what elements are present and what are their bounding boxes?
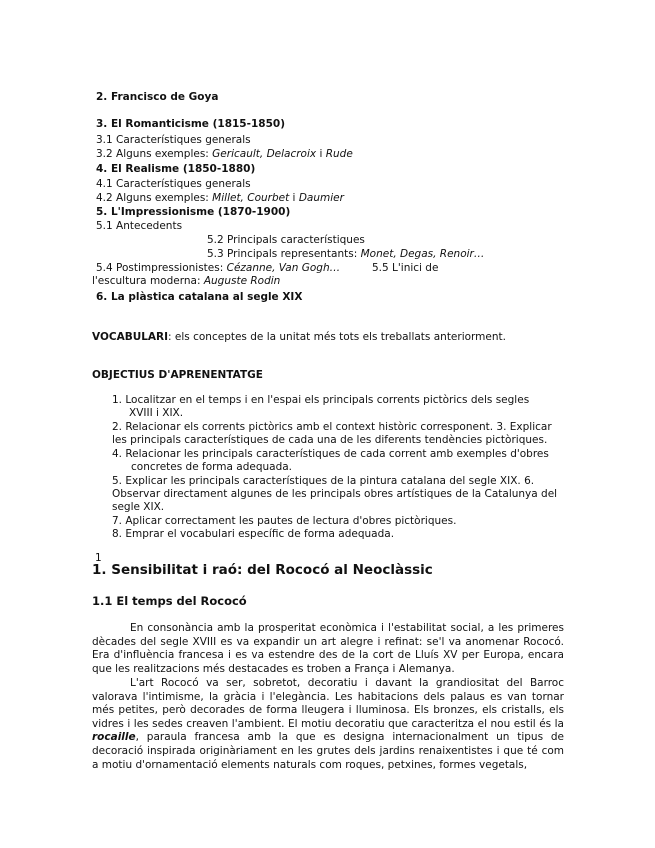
- section-title: 1. Sensibilitat i raó: del Rococó al Neoclàssic: [92, 562, 433, 578]
- toc-impressionism-5: 5.5 L'inici de: [372, 262, 439, 274]
- objective-4-line-2: concretes de forma adequada.: [131, 461, 293, 473]
- objective-2-line-2: les principals característiques de cada una de les diferents tendències pictòriques.: [112, 434, 548, 446]
- objective-1-line-1: 1. Localitzar en el temps i en l'espai els principals corrents pictòrics dels segles: [112, 394, 530, 406]
- objective-8: 8. Emprar el vocabulari específic de forma adequada.: [112, 528, 395, 540]
- objective-5-line-1: 5. Explicar les principals característiques de la pintura catalana del segle XIX. 6.: [112, 475, 535, 487]
- toc-impressionism-3: [207, 247, 484, 261]
- toc-realism-title: 4. El Realisme (1850-1880): [96, 163, 256, 175]
- objective-2-line-1: 2. Relacionar els corrents pictòrics amb el context històric corresponent. 3. Explicar: [112, 421, 552, 433]
- paragraph-2: [92, 677, 564, 772]
- toc-romanticism-2-prefix: 3.2 Alguns exemples:: [96, 148, 213, 160]
- toc-impressionism-title: 5. L'Impressionisme (1870-1900): [96, 206, 291, 218]
- toc-impressionism-3-names: Monet, Degas, Renoir…: [360, 248, 485, 260]
- toc-realism-2-prefix: 4.2 Alguns exemples:: [96, 192, 213, 204]
- toc-impressionism-4-names: Cézanne, Van Gogh…: [226, 262, 341, 274]
- paragraph-1-text: En consonància amb la prosperitat econòmica i l'estabilitat social, a les primeres dècades del segle XVIII es va expandir un art alegre i refinat: se'l va anomenar Rococó. Era d'influència francesa i es va estendre des de la cort de Lluís XV per Europa, encara que les realitzacions més destacades es troben a França i Alemanya.: [92, 622, 564, 675]
- page-number: 1: [95, 552, 102, 564]
- vocabulary-text: : els conceptes de la unitat més tots els treballats anteriorment.: [168, 331, 506, 343]
- toc-romanticism-2-name-b: Rude: [325, 148, 353, 160]
- toc-realism-2-name-b: Daumier: [298, 192, 344, 204]
- toc-impressionism-4: [96, 261, 340, 275]
- vocabulary-line: [92, 330, 506, 344]
- toc-impressionism-3-prefix: 5.3 Principals representants:: [207, 248, 361, 260]
- paragraph-2-text-a: L'art Rococó va ser, sobretot, decoratiu i davant la grandiositat del Barroc valorava l'intimisme, la gràcia i l'elegància. Les habitacions dels palaus es van tornar més petites, però decorades de forma lleugera i lluminosa. Els bronzes, els cristalls, els vidres i les sedes creaven l'ambient. El motiu decoratiu que caracteritza el nou estil és la: [92, 677, 564, 730]
- toc-romanticism-2: [96, 147, 353, 161]
- objective-1-line-2: XVIII i XIX.: [129, 407, 184, 419]
- objective-4-line-1: 4. Relacionar les principals característiques de cada corrent amb exemples d'obres: [112, 448, 549, 460]
- objective-7: 7. Aplicar correctament les pautes de lectura d'obres pictòriques.: [112, 515, 457, 527]
- vocabulary-label: VOCABULARI: [92, 331, 169, 343]
- section-subtitle: 1.1 El temps del Rococó: [92, 594, 247, 608]
- toc-impressionism-4-prefix: 5.4 Postimpressionistes:: [96, 262, 227, 274]
- toc-romanticism-2-names: Gericault, Delacroix: [212, 148, 317, 160]
- toc-realism-2-names: Millet, Courbet: [212, 192, 290, 204]
- toc-romanticism-1: 3.1 Característiques generals: [96, 134, 251, 146]
- toc-romanticism-2-mid: i: [316, 148, 326, 160]
- objectives-title: OBJECTIUS D'APRENENTATGE: [92, 369, 263, 381]
- toc-realism-2: [96, 191, 344, 205]
- paragraph-2-text-b: , paraula francesa amb la que es designa internacionalment un tipus de decoració inspirada originàriament en les grutes dels jardins renaixentistes i que té com a motiu d'ornamentació elements naturals com roques, petxines, formes vegetals,: [92, 731, 564, 771]
- paragraph-1: [92, 622, 564, 676]
- toc-goya: 2. Francisco de Goya: [96, 91, 219, 103]
- toc-romanticism-title: 3. El Romanticisme (1815-1850): [96, 118, 285, 130]
- toc-impressionism-2: 5.2 Principals característiques: [207, 234, 365, 246]
- toc-impressionism-5-name: Auguste Rodin: [203, 275, 281, 287]
- toc-impressionism-5-cont: [92, 274, 280, 288]
- toc-impressionism-5-cont-text: l'escultura moderna:: [92, 275, 204, 287]
- toc-catalan-title: 6. La plàstica catalana al segle XIX: [96, 291, 303, 303]
- toc-realism-2-mid: i: [289, 192, 299, 204]
- objective-5-line-3: segle XIX.: [112, 501, 165, 513]
- paragraph-2-term: rocaille: [92, 731, 136, 744]
- objective-5-line-2: Observar directament algunes de les principals obres artístiques de la Catalunya del: [112, 488, 558, 500]
- toc-impressionism-1: 5.1 Antecedents: [96, 220, 183, 232]
- toc-realism-1: 4.1 Característiques generals: [96, 178, 251, 190]
